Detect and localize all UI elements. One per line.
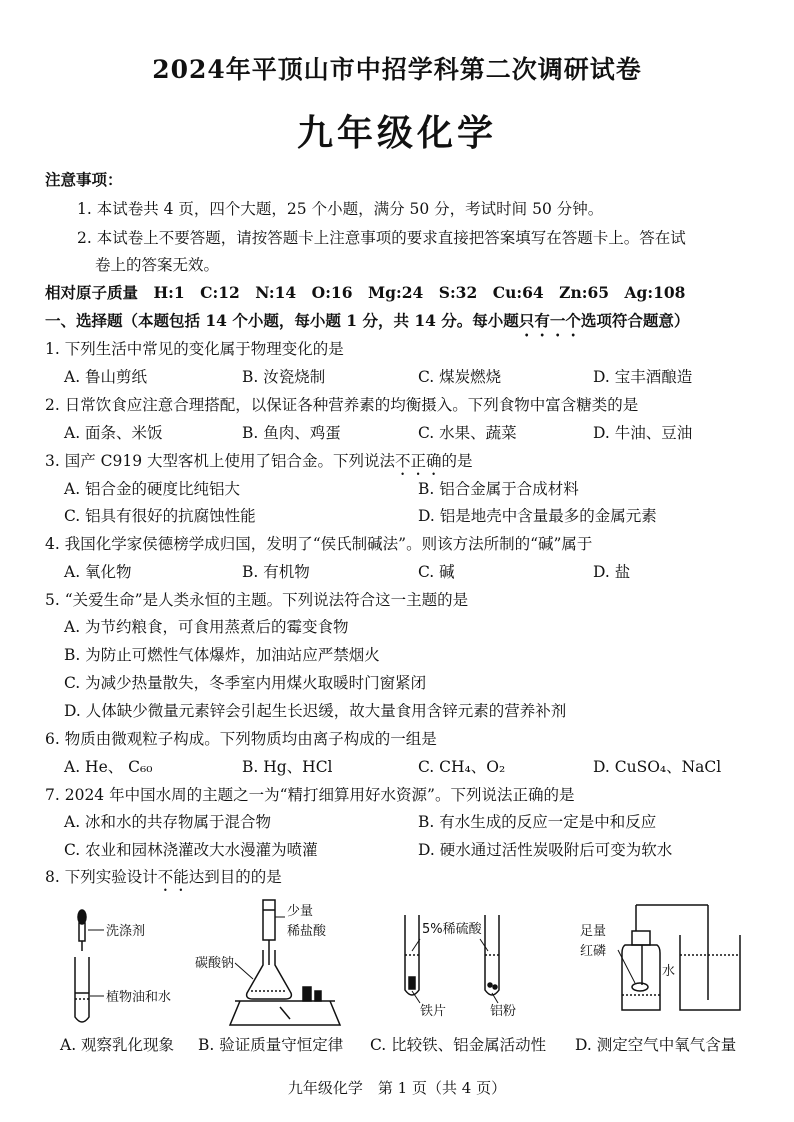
figure-a-emulsion [60,895,190,1030]
question-7-option-d: D. 硬水通过活性炭吸附后可变为软水 [418,841,673,859]
figure-b-caption: B. 验证质量守恒定律 [198,1036,344,1054]
question-6-option-c: C. CH₄、O₂ [418,758,506,776]
question-2-option-d: D. 牛油、豆油 [593,424,693,442]
question-1-stem: 1. 下列生活中常见的变化属于物理变化的是 [45,340,344,358]
section-1-heading [45,311,689,340]
question-6-option-d: D. CuSO₄、NaCl [593,758,722,776]
figure-d-label-2: 红磷 [580,944,607,959]
page-footer: 九年级化学 第 1 页（共 4 页） [287,1079,507,1097]
notice-heading: 注意事项： [45,170,123,189]
question-5-option-d: D. 人体缺少微量元素锌会引起生长迟缓，故大量食用含锌元素的营养补剂 [64,702,567,720]
funnel-icon [263,900,275,965]
question-1-option-d: D. 宝丰酒酿造 [593,368,693,386]
exam-subject: 九年级化学 [296,112,497,154]
figure-d-label-3: 水 [662,964,676,979]
question-4-option-d: D. 盐 [593,563,631,581]
question-1-option-b: B. 汝瓷烧制 [242,368,326,386]
figure-b-label-2: 稀盐酸 [287,924,327,939]
question-8-stem-end: 达到目的的是 [188,868,282,886]
figure-c-metal-activity [380,895,530,1030]
question-3-option-b: B. 铝合金属于合成材料 [418,480,579,498]
figure-b-label-3: 碳酸钠 [195,956,235,971]
question-7-option-b: B. 有水生成的反应一定是中和反应 [418,813,657,831]
question-6-option-a: A. He、 C₆₀ [64,758,153,776]
question-4-option-b: B. 有机物 [242,563,310,581]
question-4-option-a: A. 氧化物 [64,563,132,581]
figure-a-label-1: 洗涤剂 [106,924,146,939]
exam-title: 2024年平顶山市中招学科第二次调研试卷 [152,55,642,84]
figure-c-caption: C. 比较铁、铝金属活动性 [370,1036,547,1054]
figure-d-oxygen-content [580,895,750,1030]
test-tube-right-icon [485,915,499,995]
figure-a-caption: A. 观察乳化现象 [60,1036,175,1054]
question-2-option-a: A. 面条、米饭 [64,424,163,442]
figure-b-mass-conservation [195,895,345,1030]
question-1-option-a: A. 鲁山剪纸 [64,368,148,386]
figure-c-label-1: 5%稀硫酸 [422,922,482,937]
question-4-stem: 4. 我国化学家侯德榜学成归国，发明了“侯氏制碱法”。则该方法所制的“碱”属于 [45,535,593,553]
figure-a-label-2: 植物油和水 [106,990,172,1005]
question-4-option-c: C. 碱 [418,563,455,581]
notice-item-2-cont: 卷上的答案无效。 [95,256,220,274]
question-8-stem-text: 8. 下列实验设计 [45,868,158,886]
figure-b-label-1: 少量 [287,904,314,919]
figure-d-label-1: 足量 [580,924,607,939]
figure-c-label-2: 铁片 [420,1004,447,1019]
question-2-option-c: C. 水果、蔬菜 [418,424,517,442]
section-1-emphasis: 只有一个 [518,311,581,330]
question-6-stem: 6. 物质由微观粒子构成。下列物质均由离子构成的一组是 [45,730,437,748]
question-7-option-a: A. 冰和水的共存物属于混合物 [64,813,272,831]
notice-item-1: 1. 本试卷共 4 页，四个大题，25 个小题，满分 50 分，考试时间 50 分钟。 [77,200,604,218]
question-5-option-b: B. 为防止可燃性气体爆炸，加油站应严禁烟火 [64,646,380,664]
question-2-stem: 2. 日常饮食应注意合理搭配，以保证各种营养素的均衡摄入。下列食物中富含糖类的是 [45,396,639,414]
question-7-stem: 7. 2024 年中国水周的主题之一为“精打细算用好水资源”。下列说法正确的是 [45,786,575,804]
question-3-stem-end: 的是 [441,452,473,470]
test-tube-left-icon [405,915,419,995]
question-3-option-a: A. 铝合金的硬度比纯铝大 [64,480,241,498]
question-6-option-b: B. Hg、HCl [242,758,333,776]
question-7-option-c: C. 农业和园林浇灌改大水漫灌为喷灌 [64,841,318,859]
question-3-option-c: C. 铝具有很好的抗腐蚀性能 [64,507,256,525]
figure-d-caption: D. 测定空气中氧气含量 [575,1036,737,1054]
atomic-mass-line: 相对原子质量 H:1 C:12 N:14 O:16 Mg:24 S:32 Cu:64 Zn:65 Ag:108 [45,283,686,302]
question-2-option-b: B. 鱼肉、鸡蛋 [242,424,341,442]
test-tube-icon [75,957,89,1022]
question-5-option-c: C. 为减少热量散失，冬季室内用煤火取暖时门窗紧闭 [64,674,427,692]
beaker-icon [680,935,740,1010]
question-1-option-c: C. 煤炭燃烧 [418,368,502,386]
question-8-emphasis: 不能 [157,868,189,886]
question-3-option-d: D. 铝是地壳中含量最多的金属元素 [418,507,657,525]
question-5-option-a: A. 为节约粮食，可食用蒸煮后的霉变食物 [64,618,349,636]
dropper-icon [78,910,86,951]
bottle-icon [622,905,708,1010]
question-3-stem [45,451,473,479]
figure-c-label-3: 铝粉 [490,1004,517,1019]
question-3-emphasis: 不正确 [395,452,442,470]
section-1-text: 一、选择题（本题包括 14 个小题，每小题 1 分，共 14 分。每小题 [45,311,519,330]
section-1-text-end: 选项符合题意） [580,311,690,330]
notice-item-2: 2. 本试卷上不要答题，请按答题卡上注意事项的要求直接把答案填写在答题卡上。答在试 [77,229,686,247]
question-5-stem: 5. “关爱生命”是人类永恒的主题。下列说法符合这一主题的是 [45,591,469,609]
question-8-stem [45,867,282,895]
question-3-stem-text: 3. 国产 C919 大型客机上使用了铝合金。下列说法 [45,452,396,470]
